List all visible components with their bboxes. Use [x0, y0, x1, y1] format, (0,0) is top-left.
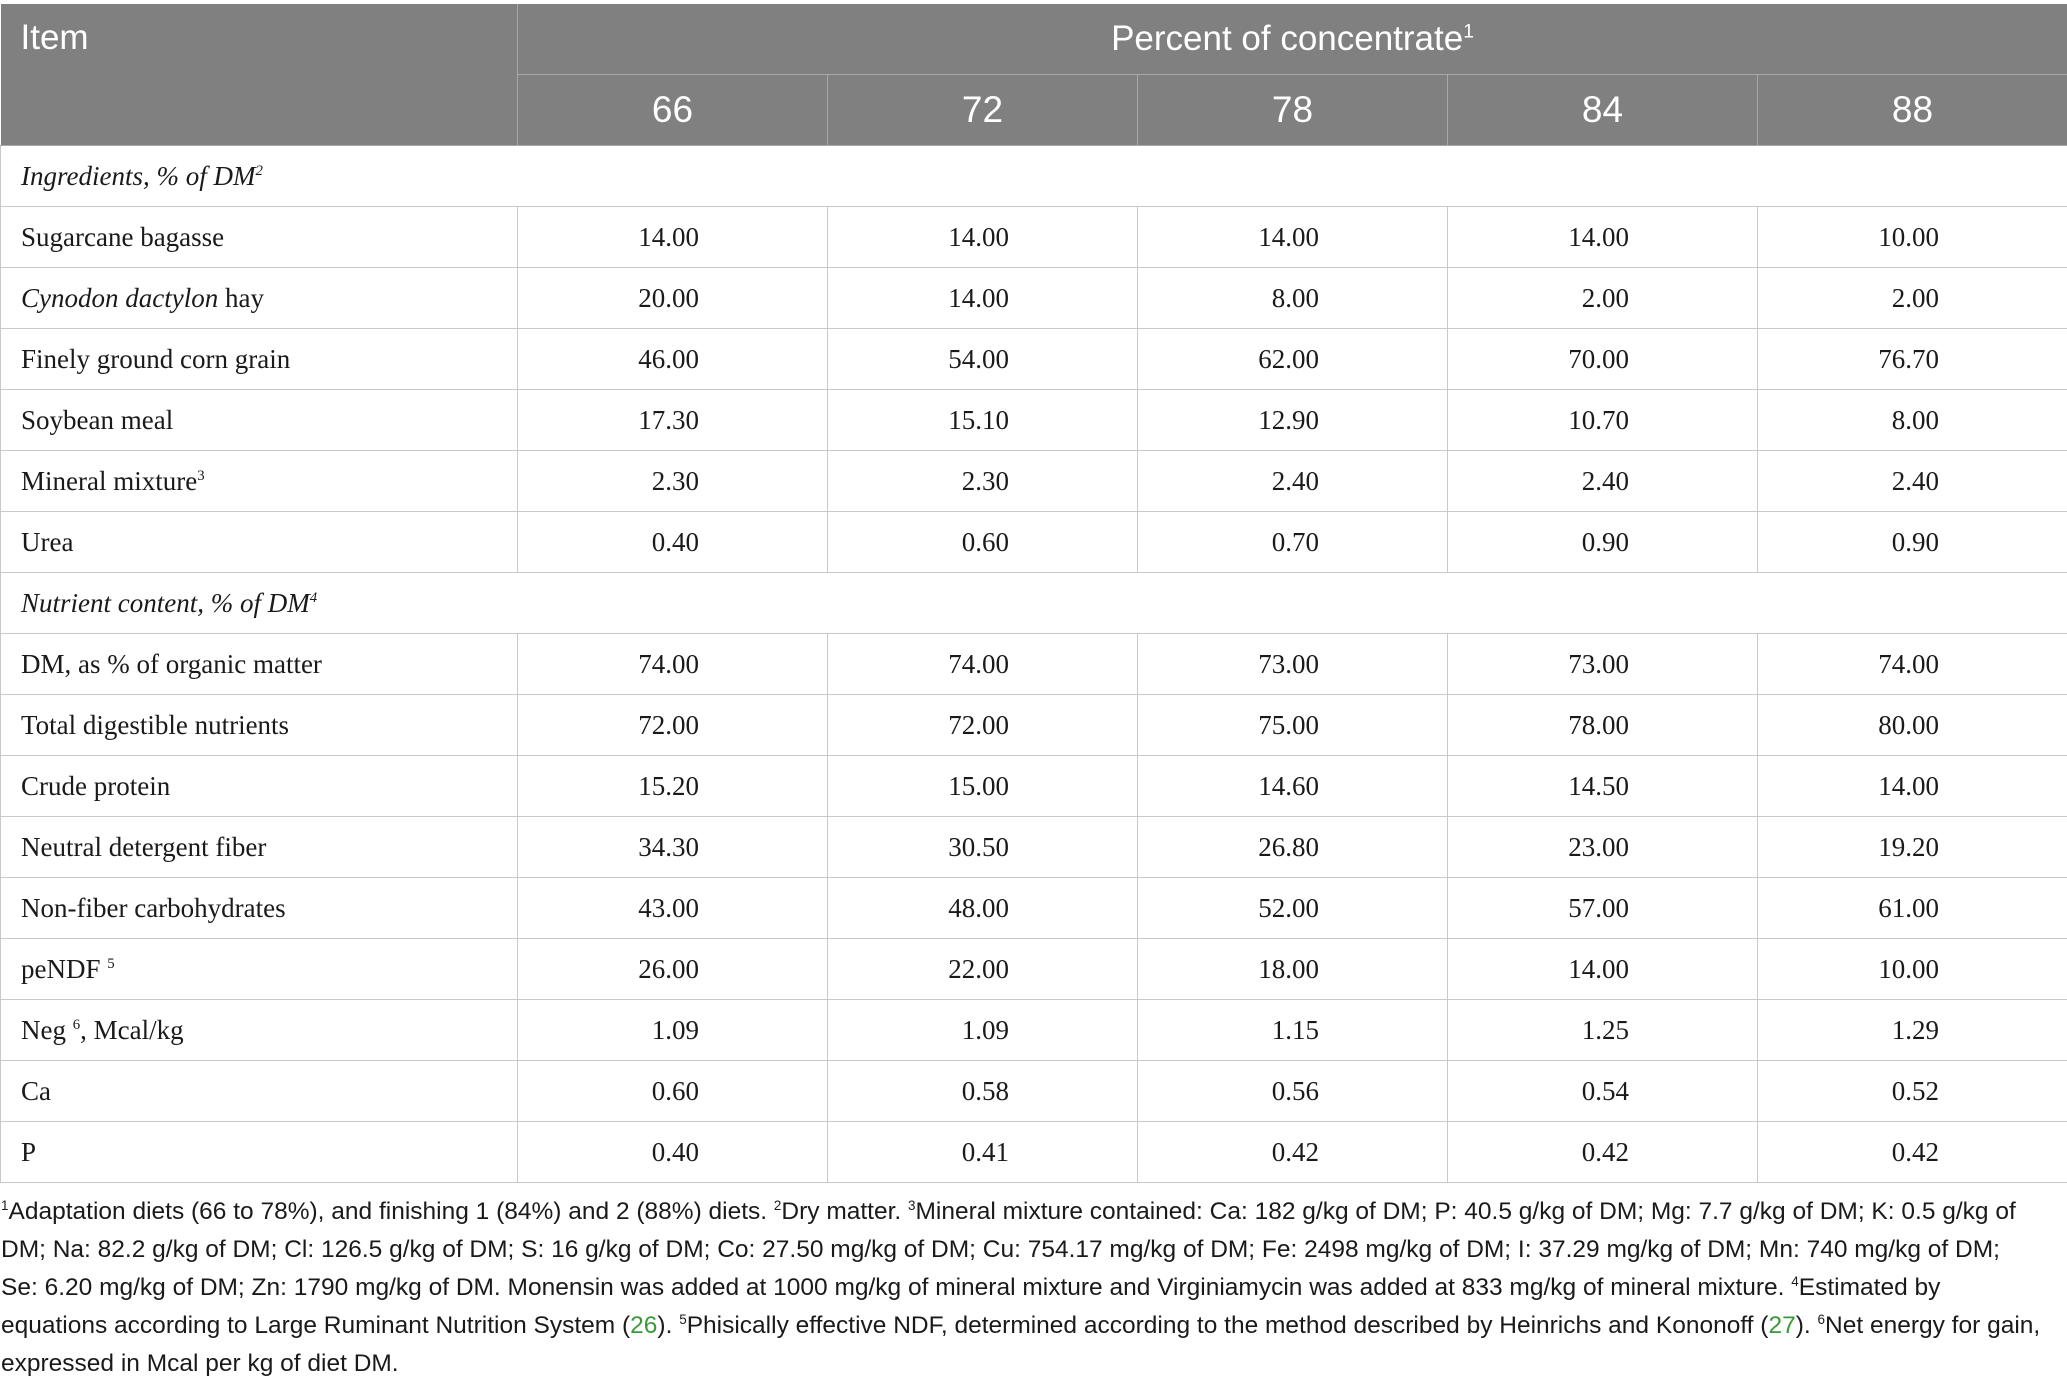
table-cell: 0.54	[1448, 1061, 1758, 1122]
table-cell: 1.09	[828, 1000, 1138, 1061]
footnote-text: ).	[1795, 1312, 1818, 1339]
table-cell: 70.00	[1448, 329, 1758, 390]
table-cell: 8.00	[1138, 268, 1448, 329]
table-row	[1, 817, 2067, 878]
row-label-text: Crude protein	[21, 770, 171, 801]
footnote-number: 4	[1791, 1273, 1799, 1289]
table-cell: 80.00	[1758, 695, 2067, 756]
table-cell: 0.60	[518, 1061, 828, 1122]
table-row	[1, 268, 2067, 329]
table-row	[1, 451, 2067, 512]
table-cell: 20.00	[518, 268, 828, 329]
table-cell: 74.00	[1758, 634, 2067, 695]
table-cell: 2.30	[828, 451, 1138, 512]
row-label	[1, 512, 518, 573]
table-cell: 0.41	[828, 1122, 1138, 1183]
level-header: 84	[1448, 75, 1758, 146]
row-label	[1, 1000, 518, 1061]
row-label-text: Neg	[21, 1014, 73, 1045]
table-cell: 8.00	[1758, 390, 2067, 451]
table-cell: 72.00	[518, 695, 828, 756]
table-cell: 0.52	[1758, 1061, 2067, 1122]
footnote-number: 5	[679, 1311, 687, 1327]
table-cell: 17.30	[518, 390, 828, 451]
table-row	[1, 1000, 2067, 1061]
table-header	[1, 4, 2067, 146]
item-header-label: Item	[20, 18, 89, 57]
table-cell: 15.10	[828, 390, 1138, 451]
table-cell: 30.50	[828, 817, 1138, 878]
table-cell: 74.00	[828, 634, 1138, 695]
row-label-text: Total digestible nutrients	[21, 709, 290, 740]
row-label-text: Mineral mixture	[21, 465, 198, 496]
row-label-text: Non-fiber carbohydrates	[21, 892, 286, 923]
table-cell: 18.00	[1138, 939, 1448, 1000]
table-cell: 19.20	[1758, 817, 2067, 878]
table-row	[1, 207, 2067, 268]
table-cell: 54.00	[828, 329, 1138, 390]
row-label	[1, 939, 518, 1000]
table-cell: 48.00	[828, 878, 1138, 939]
footnote-text: Phisically effective NDF, determined according to the method described by Heinrichs and Kononoff (	[686, 1312, 1769, 1339]
table-cell: 2.00	[1448, 268, 1758, 329]
row-label-text: peNDF	[21, 953, 108, 984]
table-cell: 10.00	[1758, 207, 2067, 268]
table-cell: 0.60	[828, 512, 1138, 573]
table-row	[1, 329, 2067, 390]
table-cell: 2.40	[1138, 451, 1448, 512]
footnote-text: Net energy for gain, expressed in Mcal per kg of diet DM.	[1, 1312, 2041, 1377]
footnote-number: 6	[1817, 1311, 1826, 1327]
footnote-number: 3	[908, 1197, 916, 1213]
table-cell: 14.00	[518, 207, 828, 268]
section-header-row	[1, 146, 2067, 207]
table-cell: 26.80	[1138, 817, 1448, 878]
level-header: 72	[828, 75, 1138, 146]
section-footnote-mark: 2	[255, 162, 263, 179]
table-row	[1, 1122, 2067, 1183]
table-cell: 15.00	[828, 756, 1138, 817]
table-row	[1, 390, 2067, 451]
table-cell: 15.20	[518, 756, 828, 817]
footnote-text: Adaptation diets (66 to 78%), and finishing 1 (84%) and 2 (88%) diets.	[8, 1198, 774, 1225]
section-title	[1, 146, 2067, 207]
level-header: 88	[1758, 75, 2067, 146]
table-cell: 12.90	[1138, 390, 1448, 451]
table-cell: 2.00	[1758, 268, 2067, 329]
row-label-text: Urea	[21, 526, 74, 557]
table-cell: 1.25	[1448, 1000, 1758, 1061]
row-label	[1, 878, 518, 939]
table-cell: 14.50	[1448, 756, 1758, 817]
table-cell: 26.00	[518, 939, 828, 1000]
table-cell: 1.29	[1758, 1000, 2067, 1061]
footnote-text: Estimated by equations according to Large Ruminant Nutrition System (	[1, 1274, 1941, 1339]
section-footnote-mark: 4	[309, 589, 318, 606]
row-label	[1, 268, 518, 329]
table-row	[1, 756, 2067, 817]
table-row	[1, 939, 2067, 1000]
table-cell: 0.40	[518, 1122, 828, 1183]
section-title	[1, 573, 2067, 634]
item-column-header	[1, 4, 518, 146]
table-cell: 23.00	[1448, 817, 1758, 878]
table-cell: 75.00	[1138, 695, 1448, 756]
diet-composition-table	[0, 4, 2067, 1183]
row-label-text: Neutral detergent fiber	[21, 831, 267, 862]
row-label-text: Ca	[21, 1075, 51, 1106]
table-row	[1, 512, 2067, 573]
footnote-text: ).	[657, 1312, 680, 1339]
citation-link[interactable]: 26	[630, 1312, 658, 1339]
table-row	[1, 1061, 2067, 1122]
table-cell: 1.09	[518, 1000, 828, 1061]
table-cell: 0.42	[1138, 1122, 1448, 1183]
table-cell: 10.00	[1758, 939, 2067, 1000]
row-label	[1, 634, 518, 695]
table-cell: 14.00	[828, 268, 1138, 329]
table-cell: 14.00	[1448, 207, 1758, 268]
row-label-suffix: , Mcal/kg	[80, 1014, 184, 1045]
table-row	[1, 695, 2067, 756]
table-cell: 10.70	[1448, 390, 1758, 451]
table-footnotes	[0, 1193, 2041, 1383]
row-label	[1, 1061, 518, 1122]
table-cell: 43.00	[518, 878, 828, 939]
row-label	[1, 451, 518, 512]
section-title-text: Nutrient content, % of DM	[21, 587, 310, 618]
table-cell: 2.40	[1448, 451, 1758, 512]
row-label	[1, 817, 518, 878]
citation-link[interactable]: 27	[1768, 1312, 1796, 1339]
table-cell: 74.00	[518, 634, 828, 695]
group-header-label: Percent of concentrate	[1111, 19, 1464, 58]
table-cell: 2.40	[1758, 451, 2067, 512]
level-header: 78	[1138, 75, 1448, 146]
table-cell: 0.90	[1448, 512, 1758, 573]
table-cell: 52.00	[1138, 878, 1448, 939]
table-cell: 0.42	[1448, 1122, 1758, 1183]
table-cell: 76.70	[1758, 329, 2067, 390]
row-label	[1, 207, 518, 268]
row-label	[1, 756, 518, 817]
table-cell: 72.00	[828, 695, 1138, 756]
table-cell: 61.00	[1758, 878, 2067, 939]
table-row	[1, 878, 2067, 939]
table-cell: 0.42	[1758, 1122, 2067, 1183]
table-cell: 57.00	[1448, 878, 1758, 939]
row-label	[1, 695, 518, 756]
level-header: 66	[518, 75, 828, 146]
row-footnote-mark: 6	[72, 1016, 81, 1033]
section-header-row	[1, 573, 2067, 634]
table-cell: 78.00	[1448, 695, 1758, 756]
row-footnote-mark: 5	[107, 955, 115, 972]
section-title-text: Ingredients, % of DM	[21, 160, 256, 191]
footnote-text: Mineral mixture contained: Ca: 182 g/kg of DM; P: 40.5 g/kg of DM; Mg: 7.7 g/kg of DM; K: 0.5 g/kg of DM; Na: 82.2 g/kg of DM; Cl: 126.5 g/kg of DM; S: 16 g/kg of DM; Co: 27.50 mg/kg of DM; Cu: 754.17 mg/kg of DM; Fe: 2498 mg/kg of DM; I: 37.29 mg/kg of DM; Mn: 740 mg/kg of DM; Se: 6.20 mg/kg of DM; Zn: 1790 mg/kg of DM. Monensin was added at 1000 mg/kg of mineral mixture and Virginiamycin was added at 833 mg/kg of mineral mixture.	[1, 1198, 2016, 1301]
table-cell: 34.30	[518, 817, 828, 878]
table-cell: 0.56	[1138, 1061, 1448, 1122]
table-cell: 14.00	[1758, 756, 2067, 817]
footnote-number: 2	[773, 1197, 782, 1213]
table-container	[0, 4, 2067, 1183]
table-cell: 73.00	[1448, 634, 1758, 695]
table-cell: 14.00	[1448, 939, 1758, 1000]
table-cell: 2.30	[518, 451, 828, 512]
table-cell: 14.60	[1138, 756, 1448, 817]
table-cell: 46.00	[518, 329, 828, 390]
row-label-text: DM, as % of organic matter	[21, 648, 322, 679]
footnote-text: Dry matter.	[781, 1198, 909, 1225]
row-label-text: Finely ground corn grain	[21, 343, 291, 374]
row-label-italic: Cynodon dactylon	[21, 282, 219, 313]
row-label-text: Soybean meal	[21, 404, 174, 435]
row-footnote-mark: 3	[197, 467, 205, 484]
table-cell: 0.90	[1758, 512, 2067, 573]
table-cell: 14.00	[828, 207, 1138, 268]
row-label	[1, 1122, 518, 1183]
table-cell: 1.15	[1138, 1000, 1448, 1061]
table-cell: 0.40	[518, 512, 828, 573]
footnote-number: 1	[1, 1197, 9, 1213]
row-label-text: Sugarcane bagasse	[21, 221, 225, 252]
row-label	[1, 390, 518, 451]
group-header-footnote-mark: 1	[1463, 21, 1474, 43]
table-cell: 62.00	[1138, 329, 1448, 390]
table-cell: 14.00	[1138, 207, 1448, 268]
table-cell: 22.00	[828, 939, 1138, 1000]
table-cell: 73.00	[1138, 634, 1448, 695]
table-body	[1, 146, 2067, 1183]
row-label	[1, 329, 518, 390]
row-label-text: P	[21, 1136, 37, 1167]
concentrate-group-header	[518, 4, 2067, 75]
table-cell: 0.70	[1138, 512, 1448, 573]
table-row	[1, 634, 2067, 695]
row-label-text: hay	[218, 282, 264, 313]
table-cell: 0.58	[828, 1061, 1138, 1122]
